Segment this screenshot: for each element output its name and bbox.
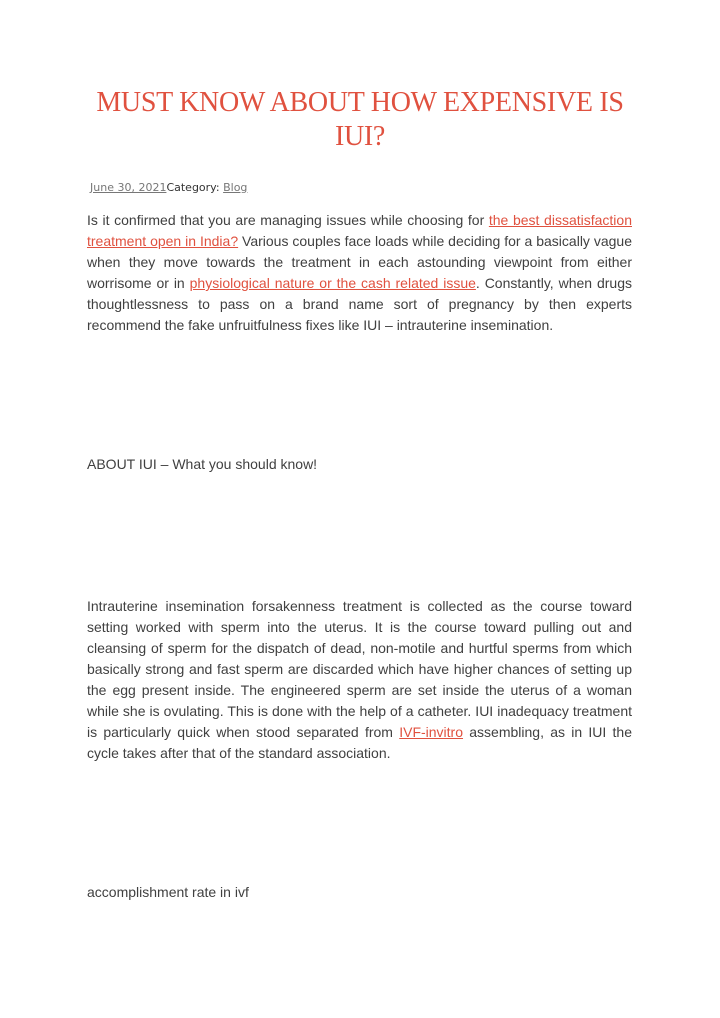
ivf-invitro-link[interactable]: IVF-invitro: [399, 724, 464, 740]
intro-text-a: Is it confirmed that you are managing issues while choosing for: [87, 212, 489, 228]
article-meta: [90, 181, 247, 194]
intro-text-c: . Constantly, when drugs thoughtlessness to pass on a brand name sort of pregnancy by then experts recommend the fake unfruitfulness fixes like IUI – intrauterine insemination.: [87, 275, 632, 333]
iui-text-a: Intrauterine insemination forsakenness treatment is collected as the course toward setting worked with sperm into the uterus. It is the course toward pulling out and cleansing of sperm for the dispatch of dead, non-motile and hurtful sperms from which basically strong and fast sperm are discarded which have higher chances of setting up the egg present inside. The engineered sperm are set inside the uterus of a woman while she is ovulating. This is done with the help of a catheter. IUI inadequacy treatment is particularly quick when stood separated from: [87, 598, 632, 740]
iui-text-b: assembling, as in IUI the cycle takes after that of the standard association.: [87, 724, 632, 761]
article-title: MUST KNOW ABOUT HOW EXPENSIVE IS IUI?: [96, 87, 624, 152]
iui-paragraph: [87, 596, 632, 764]
category-link[interactable]: Blog: [223, 181, 248, 194]
section-heading: ABOUT IUI – What you should know!: [87, 456, 318, 472]
physiological-issue-link[interactable]: physiological nature or the cash related issue: [189, 275, 476, 291]
date-link[interactable]: June 30, 2021: [90, 181, 167, 194]
intro-paragraph: [87, 210, 632, 336]
intro-text-b: Various couples face loads while deciding for a basically vague when they move towards the treatment in each astounding viewpoint from either worrisome or in: [87, 233, 632, 291]
category-label: Category:: [166, 181, 224, 194]
treatment-india-link[interactable]: the best dissatisfaction treatment open in India?: [87, 212, 632, 249]
footer-text: accomplishment rate in ivf: [87, 884, 249, 900]
